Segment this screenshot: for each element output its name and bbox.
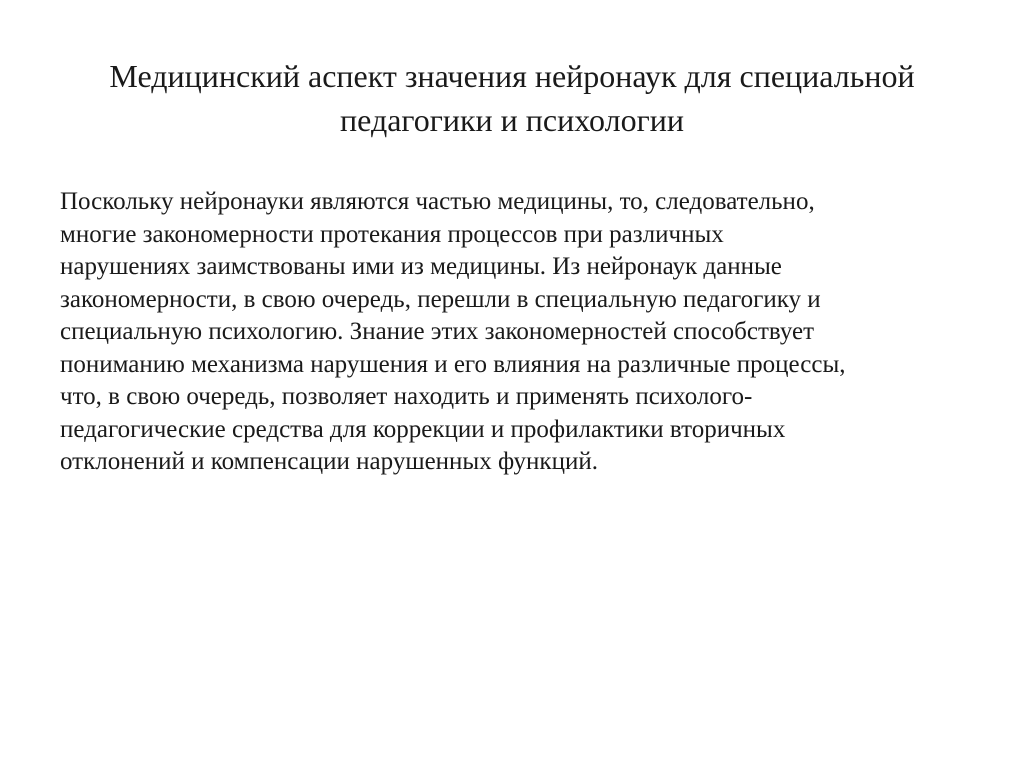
body-line-1: Поскольку нейронауки являются частью медицины, то, следовательно, xyxy=(60,188,815,215)
title-line-1: Медицинский аспект значения нейронаук для специальной xyxy=(109,58,915,94)
slide-title xyxy=(60,54,964,142)
body-line-5: специальную психологию. Знание этих закономерностей способствует xyxy=(60,318,815,345)
title-line-2: педагогики и психологии xyxy=(340,102,684,138)
body-line-4: закономерности, в свою очередь, перешли в специальную педагогику и xyxy=(60,285,821,313)
body-line-8: педагогические средства для коррекции и профилактики вторичных xyxy=(60,415,786,443)
body-line-9: отклонений и компенсации нарушенных функций. xyxy=(60,448,598,475)
slide-body-text xyxy=(60,186,970,479)
body-line-3: нарушениях заимствованы ими из медицины. Из нейронаук данные xyxy=(60,253,782,280)
body-line-7: что, в свою очередь, позволяет находить и применять психолого- xyxy=(60,383,753,410)
body-line-2: многие закономерности протекания процессов при различных xyxy=(60,220,724,248)
body-line-6: пониманию механизма нарушения и его влияния на различные процессы, xyxy=(60,350,846,378)
